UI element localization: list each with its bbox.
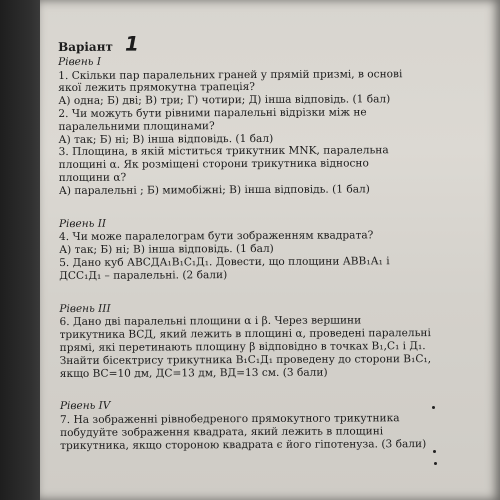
level-1-block — [58, 68, 431, 198]
level-2-title: Рівень ІІ — [58, 217, 107, 230]
text-line: 4. Чи може паралелограм бути зображенням квадрата? — [59, 229, 374, 244]
text-line: площині α. Як розміщені сторони трикутника відносно — [58, 157, 369, 172]
level-4-block — [60, 412, 432, 452]
variant-heading — [58, 31, 430, 56]
text-line: 1. Скільки пар паралельних граней у прямій призмі, в основі — [58, 67, 403, 82]
text-line: якщо ВС=10 дм, ДС=13 дм, ВД=13 см. (3 бали) — [59, 366, 328, 380]
text-line: ДСС₁Д₁ – паралельні. (2 бали) — [59, 268, 228, 282]
text-line: трикутника, якщо стороною квадрата є його гіпотенуза. (3 бали) — [60, 437, 427, 452]
text-line: 2. Чи можуть бути рівними паралельні відрізки між не — [58, 106, 367, 120]
text-line: трикутника ВСД, який лежить в площині α, проведені паралельні — [59, 327, 431, 342]
ink-dot — [433, 450, 436, 453]
text-line: 3. Площина, в якій міститься трикутник MNK, паралельна — [58, 144, 389, 159]
level-2-block — [59, 229, 431, 282]
variant-number: 1 — [124, 31, 139, 56]
text-line: А) одна; Б) дві; В) три; Г) чотири; Д) інша відповідь. (1 бал) — [58, 93, 391, 108]
level-3-block — [59, 314, 431, 380]
text-line: якої лежить прямокутна трапеція? — [58, 81, 255, 95]
ink-dot — [434, 462, 437, 465]
level-1-title: Рівень І — [58, 55, 102, 68]
text-line: площини α? — [58, 171, 127, 184]
text-line: прямі, які перетинають площину β відповідно в точках В₁,С₁ і Д₁. — [59, 340, 426, 354]
text-line: А) так; Б) ні; В) інша відповідь. (1 бал) — [59, 243, 274, 257]
text-line: 7. На зображенні рівнобедреного прямокутного трикутника — [59, 412, 400, 427]
text-line: А) паралельні ; Б) мимобіжні; В) інша відповідь. (1 бал) — [58, 183, 370, 197]
text-line: паралельними площинами? — [58, 119, 215, 133]
worksheet — [58, 31, 432, 452]
text-line: А) так; Б) ні; В) інша відповідь. (1 бал) — [58, 132, 274, 146]
text-line: 5. Дано куб АВСДА₁В₁С₁Д₁. Довести, що площини АВВ₁А₁ і — [59, 255, 390, 269]
variant-label: Варіант — [58, 39, 113, 54]
text-line: Знайти бісектрису трикутника В₁С₁Д₁ проведену до сторони В₁С₁, — [59, 352, 432, 367]
text-line: побудуйте зображення квадрата, який лежить в площині — [60, 425, 384, 439]
ink-dot — [432, 406, 435, 409]
level-3-title: Рівень ІІІ — [59, 302, 111, 315]
level-4-title: Рівень ІV — [59, 400, 111, 413]
text-line: 6. Дано дві паралельні площини α і β. Через вершини — [59, 314, 362, 329]
